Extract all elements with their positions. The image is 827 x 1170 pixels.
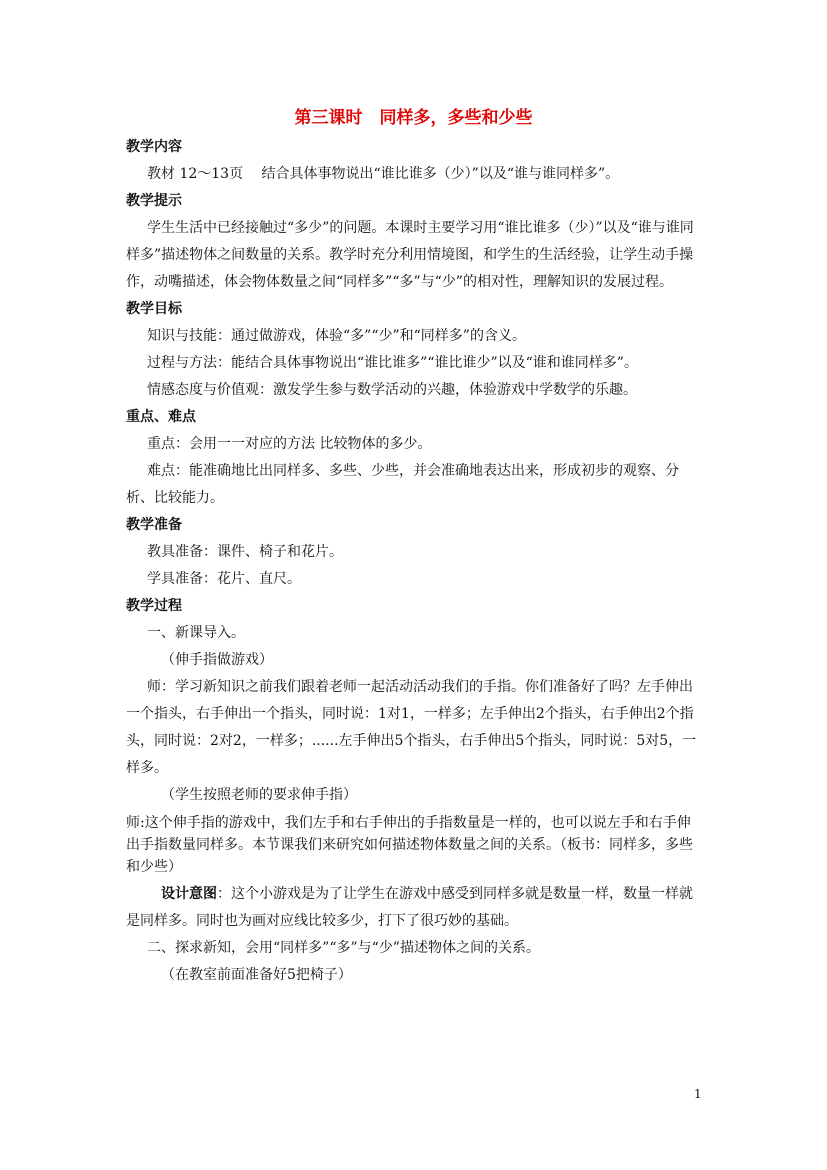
teacher-dialogue: 师：学习新知识之前我们跟着老师一起活动活动我们的手指。你们准备好了吗？左手伸出一个指头，右手伸出一个指头，同时说：1对1，一样多；左手伸出2个指头，右手伸出2个指头，同时说：2对2，一样多；......左手伸出5个指头，右手伸出5个指头，同时说：5对5，一样多。 xyxy=(126,679,697,776)
page-title: 第三课时 同样多，多些和少些 xyxy=(294,108,533,128)
design-intent xyxy=(126,881,704,935)
design-intent-label: 设计意图 xyxy=(161,886,217,902)
goal-item: 过程与方法：能结合具体事物说出“谁比谁多”“谁比谁少”以及“谁和谁同样多”。 xyxy=(147,355,638,371)
paragraph: 教材 12～13页 结合具体事物说出“谁比谁多（少）”以及“谁与谁同样多”。 xyxy=(147,166,620,182)
process-step: 二、探求新知，会用“同样多”“多”与“少”描述物体之间的关系。 xyxy=(147,940,540,956)
process-note: （伸手指做游戏） xyxy=(161,652,273,668)
heading-teaching-content: 教学内容 xyxy=(126,139,182,155)
paragraph: 学生生活中已经接触过“多少”的问题。本课时主要学习用“谁比谁多（少）”以及“谁与谁同样多”描述物体之间数量的关系。教学时充分利用情境图，和学生的生活经验，让学生动手操作，动嘴描述，体会物体数量之间“同样多”“多”与“少”的相对性，理解知识的发展过程。 xyxy=(126,220,694,290)
preparation-item: 学具准备：花片、直尺。 xyxy=(147,571,301,587)
key-point-item: 难点：能准确地比出同样多、多些、少些，并会准确地表达出来，形成初步的观察、分析、比较能力。 xyxy=(126,463,679,506)
preparation-item: 教具准备：课件、椅子和花片。 xyxy=(147,544,343,560)
process-note: （在教室前面准备好5把椅子） xyxy=(161,967,352,983)
heading-key-points: 重点、难点 xyxy=(126,409,196,425)
process-step: 一、新课导入。 xyxy=(147,625,245,641)
page-number: 1 xyxy=(694,1087,702,1101)
process-note: （学生按照老师的要求伸手指） xyxy=(161,787,357,803)
heading-teaching-process: 教学过程 xyxy=(126,598,182,614)
document-body xyxy=(126,134,704,989)
teacher-dialogue: 师:这个伸手指的游戏中，我们左手和右手伸出的手指数量是一样的，也可以说左手和右手伸出手指数量同样多。本节课我们来研究如何描述物体数量之间的关系。（板书：同样多，多些和少些） xyxy=(126,815,693,875)
goal-item: 情感态度与价值观：激发学生参与数学活动的兴趣，体验游戏中学数学的乐趣。 xyxy=(147,382,637,398)
heading-teaching-goals: 教学目标 xyxy=(126,301,182,317)
key-point-item: 重点：会用一一对应的方法 比较物体的多少。 xyxy=(147,436,432,452)
goal-item: 知识与技能：通过做游戏，体验“多”“少”和“同样多”的含义。 xyxy=(147,328,526,344)
heading-preparation: 教学准备 xyxy=(126,517,182,533)
heading-teaching-tips: 教学提示 xyxy=(126,193,182,209)
design-intent-text: ：这个小游戏是为了让学生在游戏中感受到同样多就是数量一样，数量一样就是同样多。同时也为画对应线比较多少，打下了很巧妙的基础。 xyxy=(126,886,693,929)
